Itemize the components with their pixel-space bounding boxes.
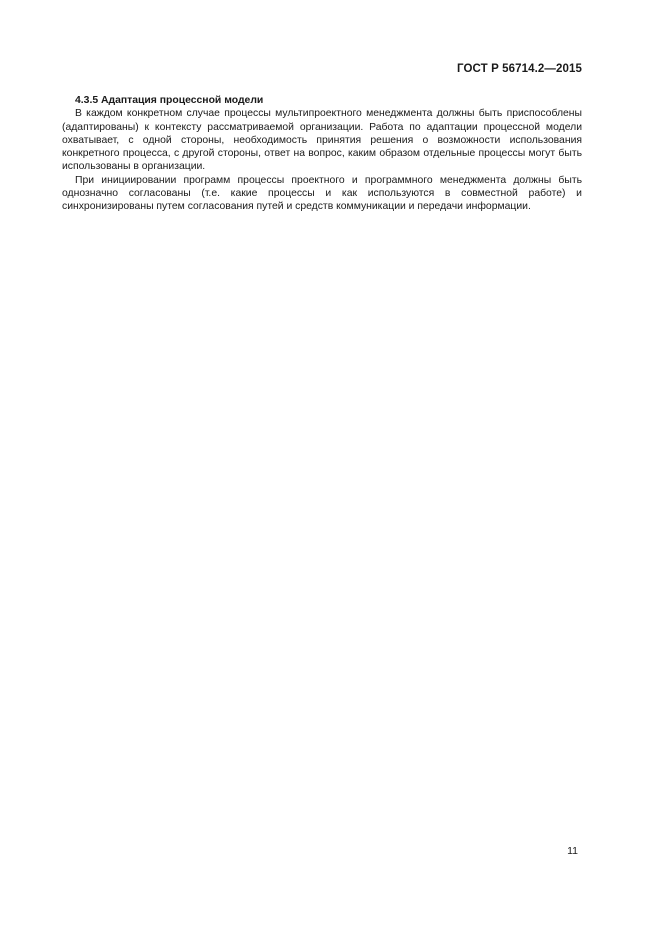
section-title: 4.3.5 Адаптация процессной модели <box>75 95 264 106</box>
section-body <box>62 94 582 214</box>
paragraph-adaptation: В каждом конкретном случае процессы мультипроектного менеджмента должны быть приспособлены (адаптированы) к контексту рассматриваемой организации. Работа по адаптации процессной модели охватывает, с одной стороны, необходимость принятия решения о возможности использования конкретного процесса, с другой стороны, ответ на вопрос, каким образом отдельные процессы могут быть использованы в организации. <box>62 108 582 173</box>
document-header: ГОСТ Р 56714.2—2015 <box>457 63 582 75</box>
paragraph-program-initiation: При инициировании программ процессы проектного и программного менеджмента должны быть однозначно согласованы (т.е. какие процессы и как используются в совместной работе) и синхронизированы путем согласования путей и средств коммуникации и передачи информации. <box>62 174 582 213</box>
page-number: 11 <box>567 845 578 857</box>
